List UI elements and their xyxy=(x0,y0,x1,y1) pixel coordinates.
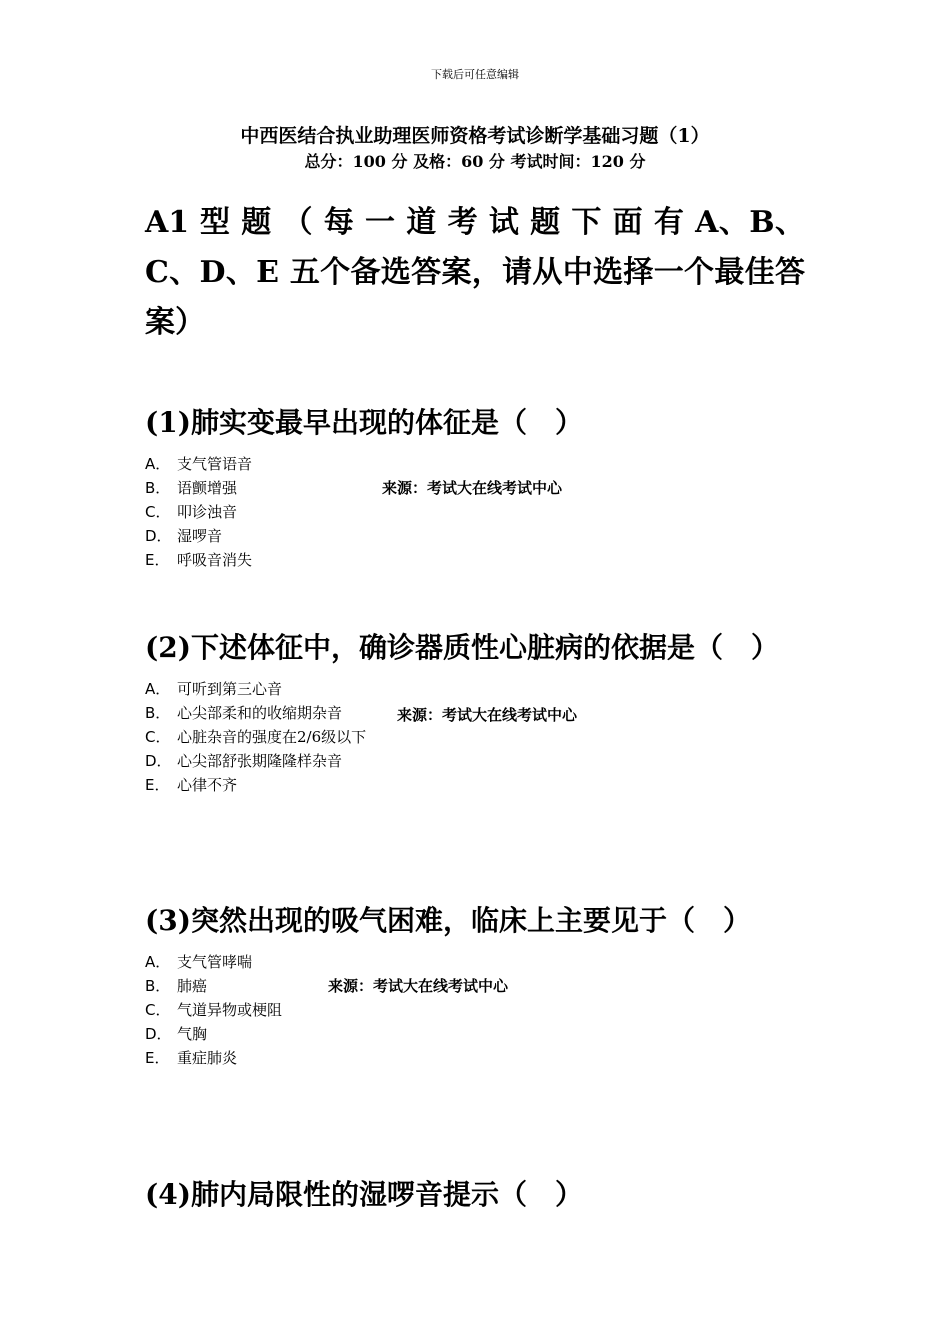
option-e[interactable]: E． 心律不齐 xyxy=(145,776,238,794)
option-e[interactable]: E． 重症肺炎 xyxy=(145,1049,238,1067)
option-list xyxy=(145,452,805,572)
question-text: (1)肺实变最早出现的体征是（ ） xyxy=(145,406,583,439)
option-c[interactable]: C． 心脏杂音的强度在2/6级以下 xyxy=(145,728,367,746)
option-b[interactable]: B． 语颤增强 xyxy=(145,479,238,497)
option-b[interactable]: B． 肺癌 xyxy=(145,977,208,995)
option-b[interactable]: B． 心尖部柔和的收缩期杂音 xyxy=(145,704,343,722)
option-a[interactable]: A． 支气管哮喘 xyxy=(145,953,253,971)
option-d[interactable]: D． 心尖部舒张期隆隆样杂音 xyxy=(145,752,343,770)
option-a[interactable]: A． 支气管语音 xyxy=(145,455,253,473)
option-e[interactable]: E． 呼吸音消失 xyxy=(145,551,253,569)
question-2 xyxy=(145,625,805,797)
question-text: (4)肺内局限性的湿啰音提示（ ） xyxy=(145,1178,583,1211)
option-d[interactable]: D． 气胸 xyxy=(145,1025,208,1043)
option-list xyxy=(145,950,805,1070)
section-heading: A1 型 题 （ 每 一 道 考 试 题 下 面 有 A、B、C、D、E 五个备选答案，请从中选择一个最佳答案） xyxy=(145,205,805,340)
option-a[interactable]: A． 可听到第三心音 xyxy=(145,680,283,698)
question-3 xyxy=(145,898,805,1070)
option-c[interactable]: C． 气道异物或梗阻 xyxy=(145,1001,283,1019)
exam-meta: 总分：100 分 及格：60 分 考试时间：120 分 xyxy=(304,152,646,171)
source-note: 来源：考试大在线考试中心 xyxy=(397,706,578,724)
document-title: 中西医结合执业助理医师资格考试诊断学基础习题（1） xyxy=(240,125,710,147)
question-text: (3)突然出现的吸气困难，临床上主要见于（ ） xyxy=(145,904,751,937)
question-1 xyxy=(145,400,805,572)
question-text: (2)下述体征中，确诊器质性心脏病的依据是（ ） xyxy=(145,631,779,664)
source-note: 来源：考试大在线考试中心 xyxy=(328,977,509,995)
question-4 xyxy=(145,1172,805,1218)
option-c[interactable]: C． 叩诊浊音 xyxy=(145,503,238,521)
header-note: 下载后可任意编辑 xyxy=(431,68,519,81)
option-d[interactable]: D． 湿啰音 xyxy=(145,527,223,545)
option-list xyxy=(145,677,805,797)
source-note: 来源：考试大在线考试中心 xyxy=(382,479,563,497)
